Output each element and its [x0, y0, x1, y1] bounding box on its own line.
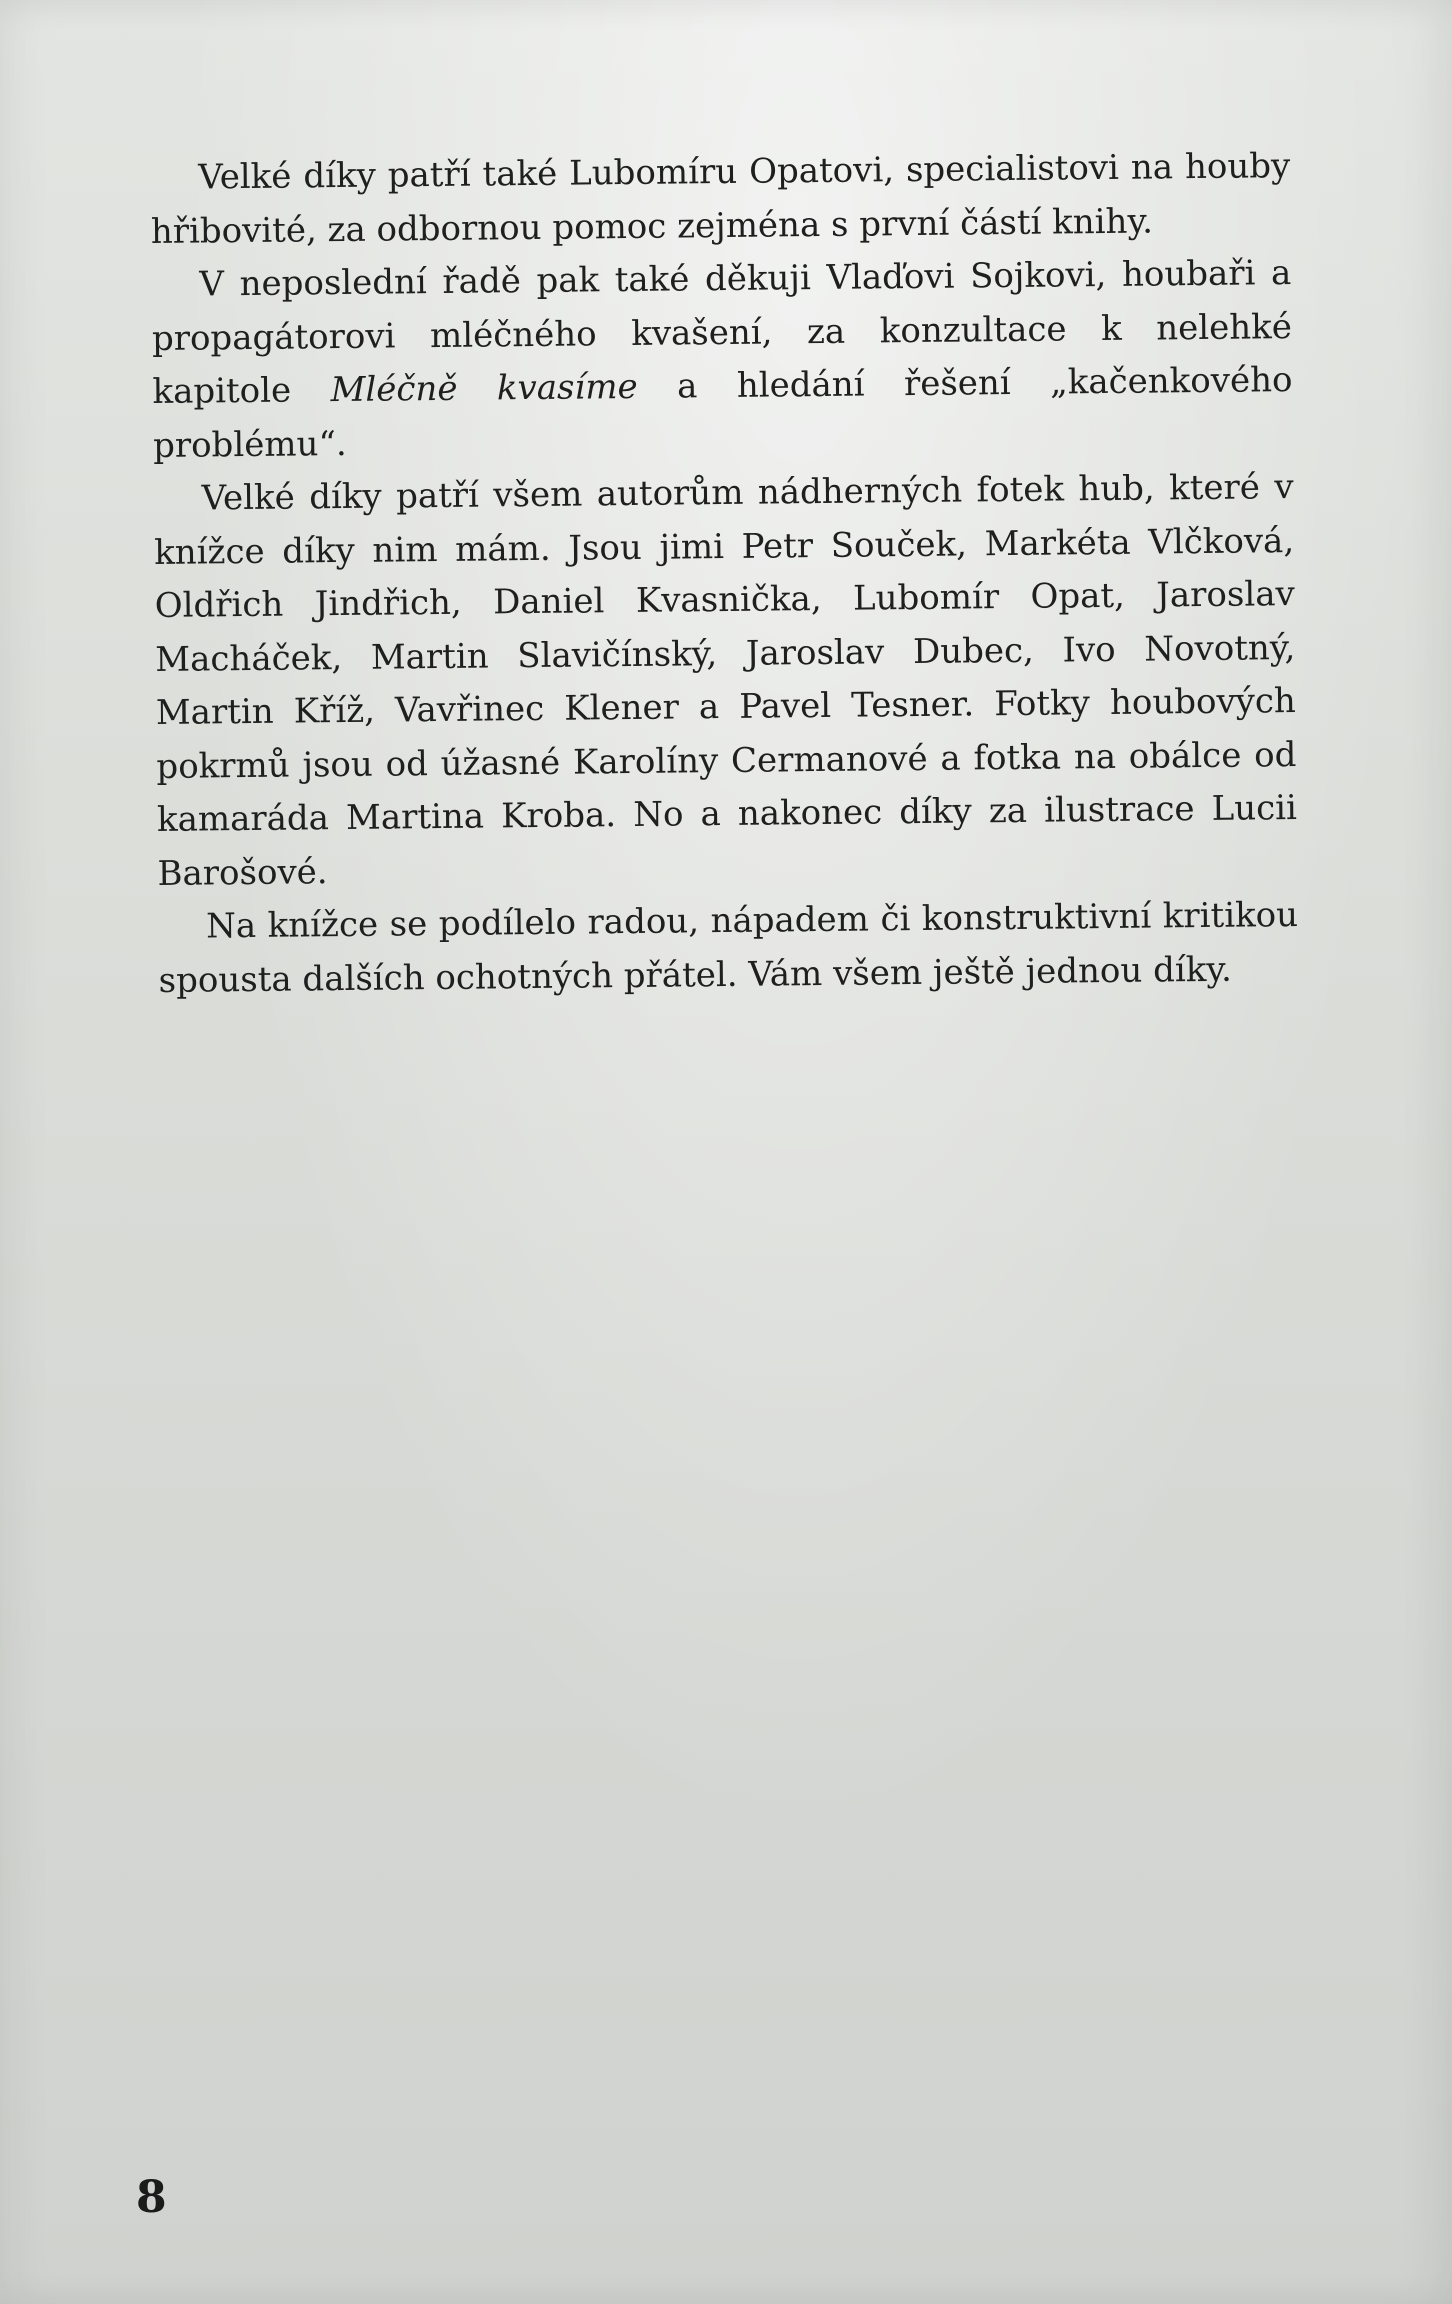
chapter-title-italic: Mléčně kvasíme	[330, 366, 638, 411]
paragraph-text-tail: a hledání řešení „kačenkového problému“.	[152, 360, 1293, 466]
paragraph-acknowledgement-sojka	[151, 247, 1293, 473]
paragraph-photo-credits: Velké díky patří všem autorům nádherných fotek hub, které v knížce díky nim mám. Jsou jimi Petr Souček, Markéta Vlčková, Oldřich Jindřich, Daniel Kvasnička, Lubomír Opat, Jaroslav Macháček, Martin Slavičínský, Jaroslav Dubec, Ivo Novotný, Martin Kříž, Vavřinec Klener a Pavel Tesner. Fotky houbových pokrmů jsou od úžasné Karolíny Cermanové a fotka na obálce od kamaráda Martina Kroba. No a nakonec díky za ilustrace Lucii Barošové.	[153, 467, 1298, 894]
page-number: 8	[136, 2172, 167, 2223]
paragraph-acknowledgement-opat: Velké díky patří také Lubomíru Opatovi, specialistovi na houby hřibovité, za odbornou pomoc zejména s první částí knihy.	[150, 146, 1291, 252]
paragraph-text: V neposlední řadě pak také děkuji Vlaďovi Sojkovi, houbaři a propagátorovi mléčného kvašení, za konzultace k nelehké kapitole	[151, 253, 1293, 412]
body-text	[150, 140, 1299, 1008]
paragraph-closing-thanks: Na knížce se podílelo radou, nápadem či konstruktivní kritikou spousta dalších ochotných přátel. Vám všem ještě jednou díky.	[158, 895, 1299, 1001]
